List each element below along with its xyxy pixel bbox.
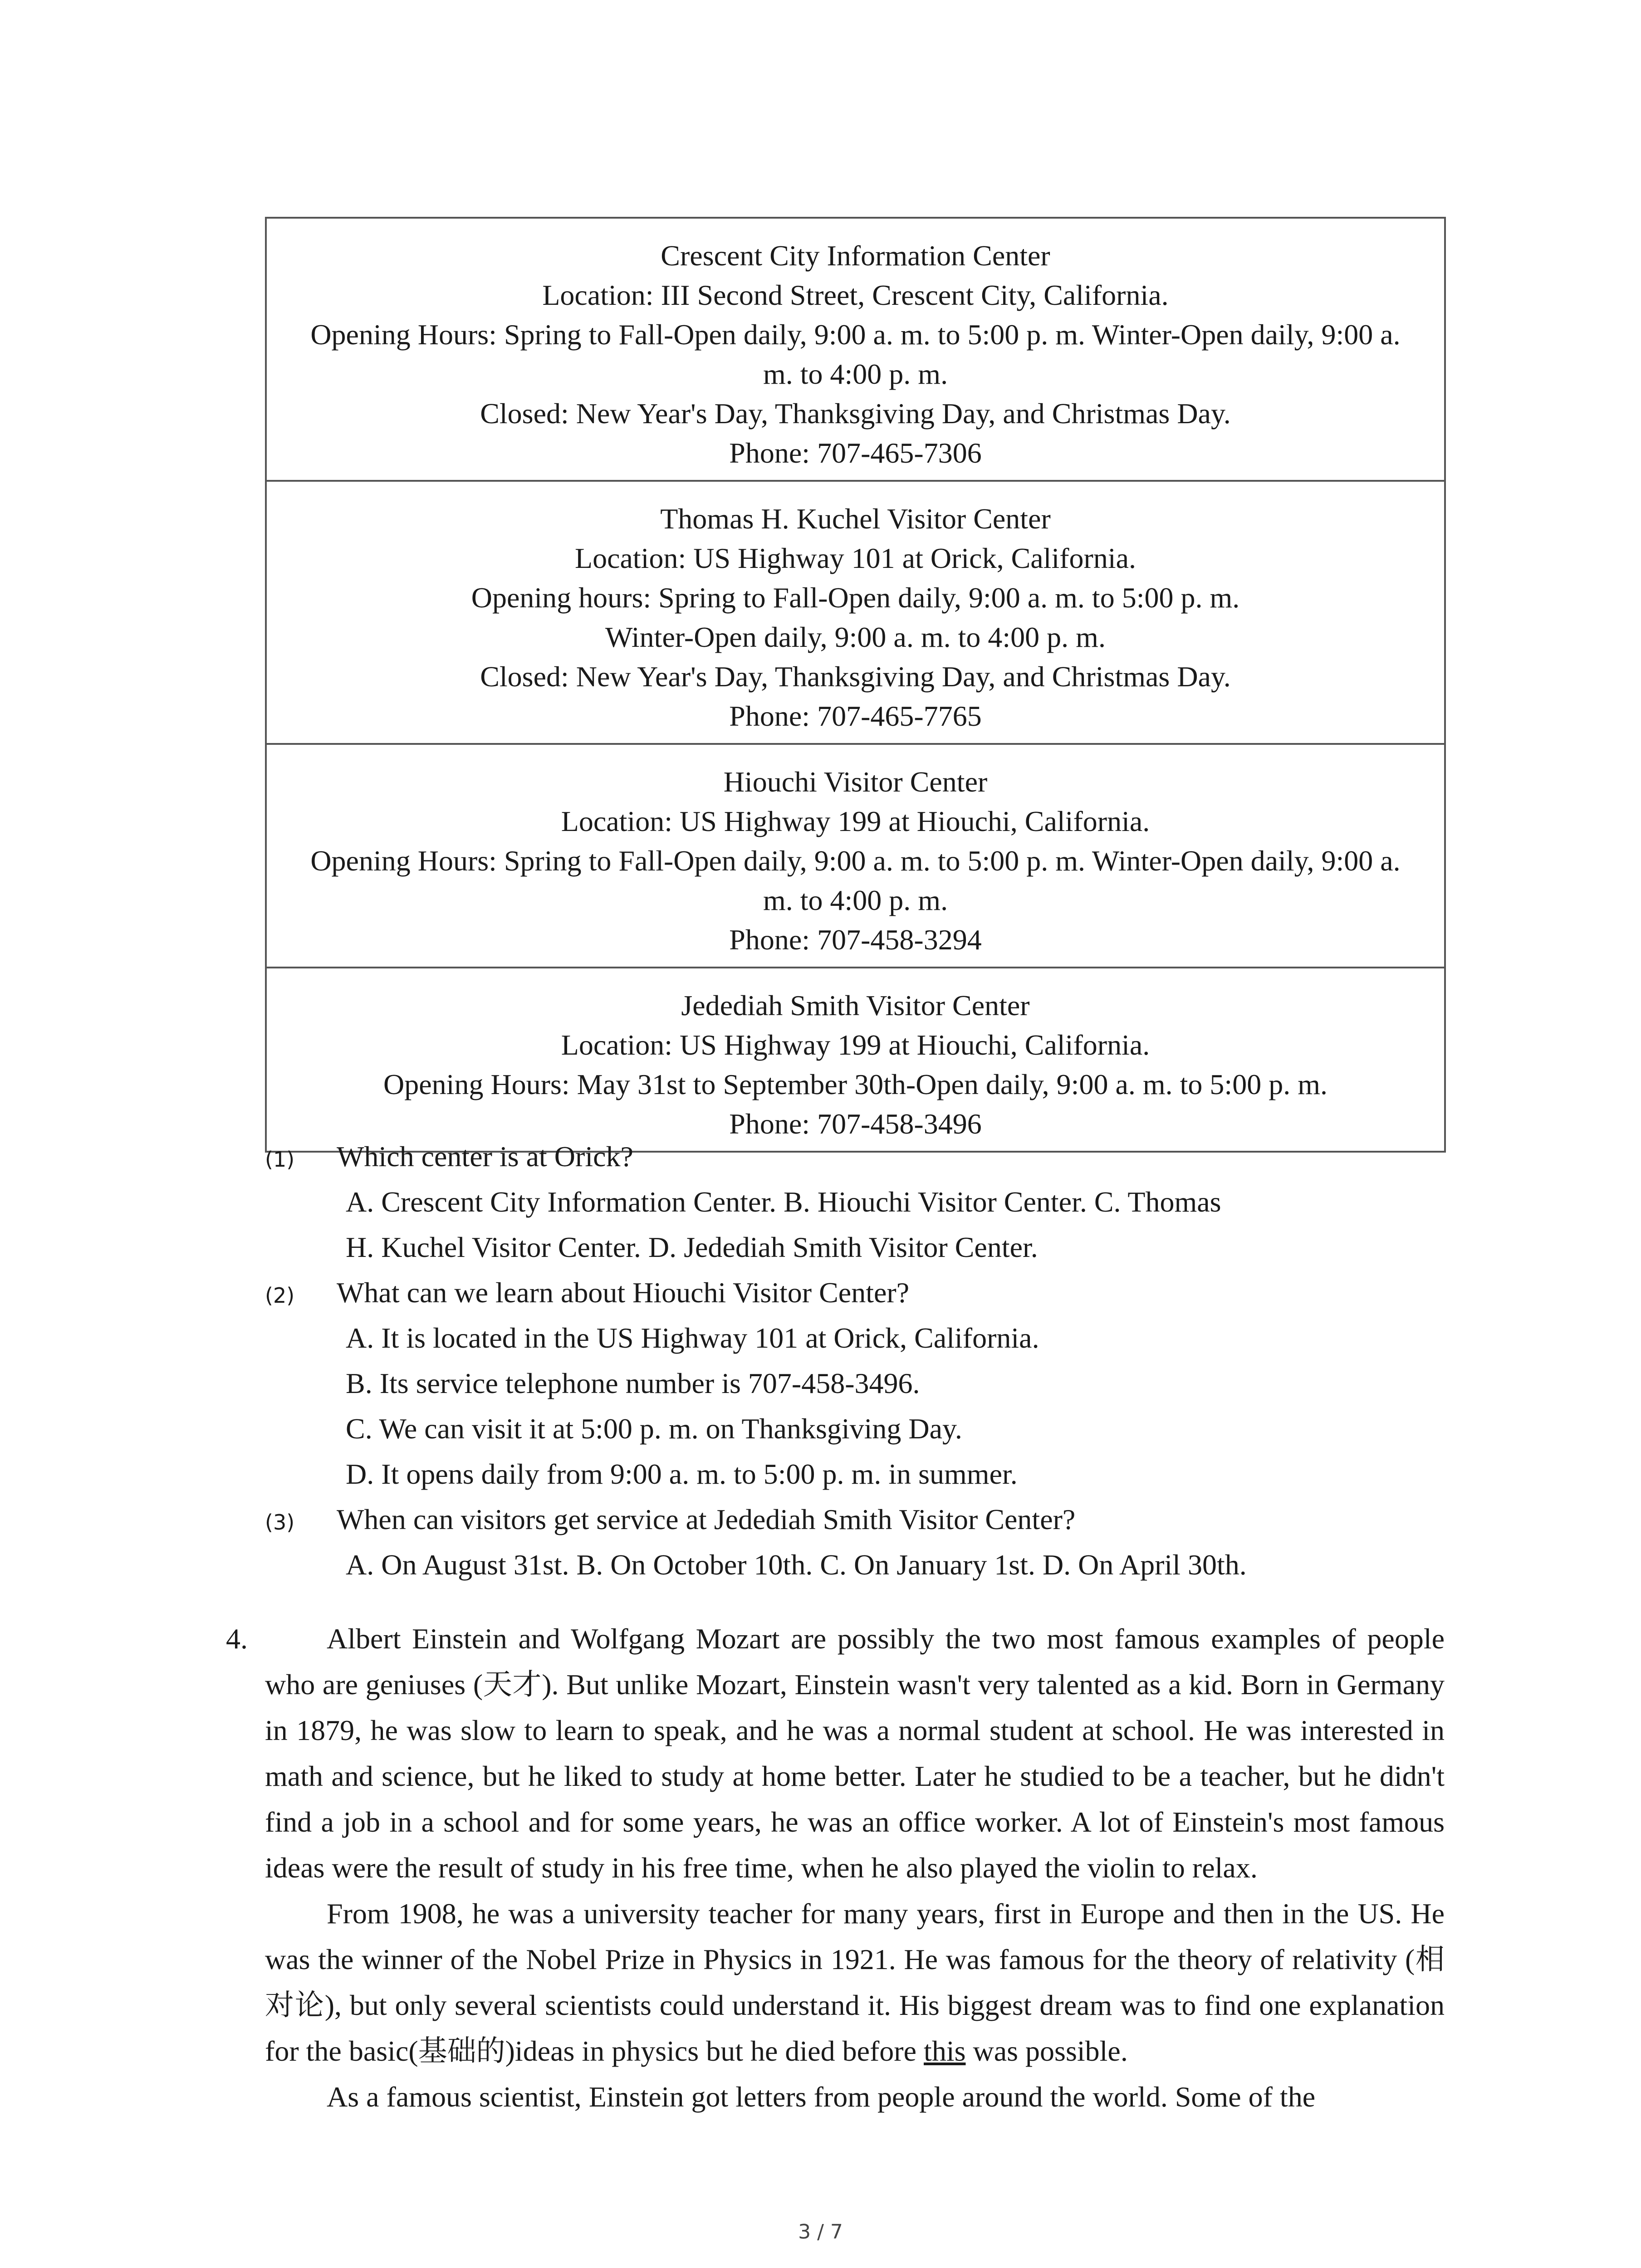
- question-number: (1): [265, 1147, 295, 1172]
- center-phone: Phone: 707-458-3294: [729, 924, 982, 956]
- center-cell-crescent-city: [266, 218, 1445, 481]
- visitor-centers-table: [265, 217, 1446, 1153]
- center-cell-kuchel: [266, 481, 1445, 744]
- center-hours-continued: m. to 4:00 p. m.: [763, 884, 948, 916]
- center-hours-continued: m. to 4:00 p. m.: [763, 358, 948, 390]
- center-hours: Opening Hours: May 31st to September 30th-Open daily, 9:00 a. m. to 5:00 p. m.: [383, 1068, 1327, 1100]
- reading-passage: [226, 1616, 1445, 2120]
- paragraph-text: From 1908, he was a university teacher for many years, first in Europe and then in the US. He was the winner of the Nobel Prize in Physics in 1921. He was famous for the theory of relativity (相对论), but only several scientists could understand it. His biggest dream was to find one explanation for the basic(基础的)ideas in physics but he died before: [265, 1897, 1445, 2067]
- answer-option-a: A. It is located in the US Highway 101 at Orick, California.: [346, 1322, 1039, 1354]
- underlined-word: this: [924, 2035, 966, 2067]
- center-location: Location: US Highway 199 at Hiouchi, California.: [561, 1029, 1150, 1061]
- center-phone: Phone: 707-465-7765: [729, 700, 982, 732]
- center-location: Location: US Highway 199 at Hiouchi, California.: [561, 805, 1150, 837]
- answer-options-line: A. Crescent City Information Center. B. Hiouchi Visitor Center. C. Thomas: [346, 1186, 1221, 1218]
- center-hours-continued: Winter-Open daily, 9:00 a. m. to 4:00 p. m.: [605, 621, 1106, 653]
- table-row: [266, 744, 1445, 968]
- center-closed: Closed: New Year's Day, Thanksgiving Day, and Christmas Day.: [480, 397, 1231, 430]
- answer-options-line: H. Kuchel Visitor Center. D. Jedediah Smith Visitor Center.: [346, 1231, 1038, 1263]
- center-hours: Opening Hours: Spring to Fall-Open daily, 9:00 a. m. to 5:00 p. m. Winter-Open daily, 9:00 a.: [310, 845, 1401, 877]
- question-text: What can we learn about Hiouchi Visitor Center?: [337, 1276, 910, 1309]
- center-name: Hiouchi Visitor Center: [723, 766, 988, 798]
- center-name: Crescent City Information Center: [661, 240, 1050, 272]
- center-phone: Phone: 707-458-3496: [729, 1108, 982, 1140]
- question-text: When can visitors get service at Jedediah Smith Visitor Center?: [337, 1503, 1076, 1535]
- center-name: Jedediah Smith Visitor Center: [681, 989, 1030, 1022]
- center-closed: Closed: New Year's Day, Thanksgiving Day, and Christmas Day.: [480, 660, 1231, 693]
- table-row: [266, 968, 1445, 1152]
- paragraph-text-end: was possible.: [965, 2035, 1128, 2067]
- passage-paragraph-3: As a famous scientist, Einstein got letters from people around the world. Some of the: [327, 2081, 1316, 2113]
- answer-option-d: D. It opens daily from 9:00 a. m. to 5:00 p. m. in summer.: [346, 1458, 1018, 1490]
- center-hours: Opening hours: Spring to Fall-Open daily, 9:00 a. m. to 5:00 p. m.: [471, 582, 1240, 614]
- table-row: [266, 481, 1445, 744]
- center-name: Thomas H. Kuchel Visitor Center: [660, 503, 1051, 535]
- question-3: [265, 1497, 1445, 1588]
- question-number: (2): [265, 1283, 295, 1308]
- answer-option-b: B. Its service telephone number is 707-458-3496.: [346, 1367, 920, 1399]
- center-cell-hiouchi: [266, 744, 1445, 968]
- question-text: Which center is at Orick?: [337, 1140, 633, 1173]
- answer-option-c: C. We can visit it at 5:00 p. m. on Thanksgiving Day.: [346, 1413, 962, 1445]
- page-number: 3 / 7: [798, 2220, 843, 2244]
- question-1: [265, 1134, 1445, 1270]
- answer-options-line: A. On August 31st. B. On October 10th. C. On January 1st. D. On April 30th.: [346, 1549, 1247, 1581]
- passage-paragraph-2: [265, 1891, 1445, 2074]
- center-location: Location: US Highway 101 at Orick, California.: [574, 542, 1136, 574]
- table-row: [266, 218, 1445, 481]
- center-phone: Phone: 707-465-7306: [729, 437, 982, 469]
- passage-number: 4.: [226, 1623, 248, 1655]
- question-2: [265, 1270, 1445, 1497]
- questions-section: [265, 1134, 1445, 1588]
- question-number: (3): [265, 1510, 295, 1535]
- passage-paragraph-1: Albert Einstein and Wolfgang Mozart are possibly the two most famous examples of people who are geniuses (天才). But unlike Mozart, Einstein wasn't very talented as a kid. Born in Germany in 1879, he was slow to learn to speak, and he was a normal student at school. He was interested in math and science, but he liked to study at home better. Later he studied to be a teacher, but he didn't find a job in a school and for some years, he was an office worker. A lot of Einstein's most famous ideas were the result of study in his free time, when he also played the violin to relax.: [265, 1623, 1445, 1884]
- center-cell-jedediah-smith: [266, 968, 1445, 1152]
- center-location: Location: III Second Street, Crescent City, California.: [542, 279, 1169, 311]
- center-hours: Opening Hours: Spring to Fall-Open daily, 9:00 a. m. to 5:00 p. m. Winter-Open daily, 9:00 a.: [310, 318, 1401, 351]
